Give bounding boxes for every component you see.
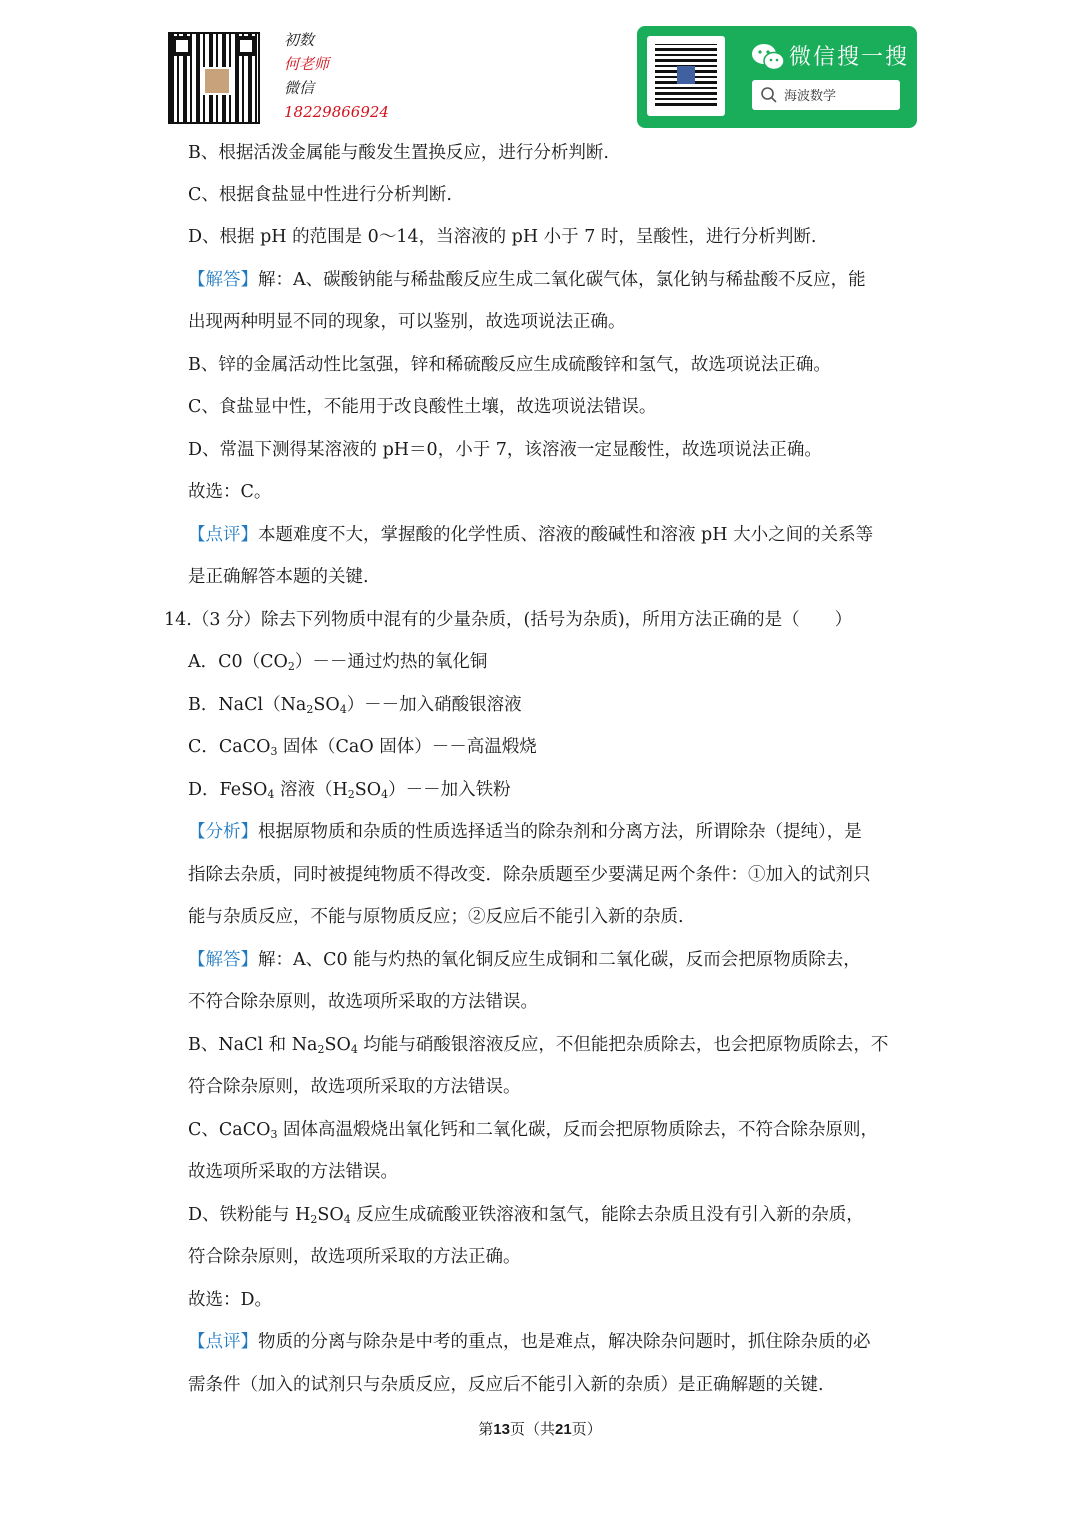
contact-subject: 初数 — [284, 31, 315, 49]
text-line: 不符合除杂原则，故选项所采取的方法错误。 — [188, 992, 538, 1012]
text-line: 出现两种明显不同的现象，可以鉴别，故选项说法正确。 — [188, 312, 626, 332]
wechat-logo-icon — [751, 42, 785, 72]
text-line: B、锌的金属活动性比氢强，锌和稀硫酸反应生成硫酸锌和氢气，故选项说法正确。 — [188, 355, 831, 375]
text-line: C、CaCO$_3$ 固体高温煅烧出氧化钙和二氧化碳，反而会把原物质除去，不符合除杂原则， — [188, 1120, 879, 1141]
wechat-qr-code-icon — [647, 36, 725, 116]
text-line: 故选：C。 — [188, 482, 272, 502]
avatar — [203, 67, 231, 95]
section-tag-comment: 【点评】 — [188, 1332, 258, 1352]
text-line: D、常温下测得某溶液的 pH＝0，小于 7，该溶液一定显酸性，故选项说法正确。 — [188, 440, 822, 460]
text-line: 指除去杂质，同时被提纯物质不得改变．除杂质题至少要满足两个条件：①加入的试剂只 — [188, 865, 871, 885]
option-a: A．$C0(CO_2)--$通过灼热的氧化铜 — [188, 652, 488, 673]
text-line: C、食盐显中性，不能用于改良酸性土壤，故选项说法错误。 — [188, 397, 657, 417]
current-page: 13 — [493, 1421, 510, 1438]
text-line: 需条件（加入的试剂只与杂质反应，反应后不能引入新的杂质）是正确解题的关键. — [188, 1375, 824, 1395]
wechat-search-input[interactable] — [752, 80, 900, 110]
contact-wechat-label: 微信 — [284, 79, 315, 97]
text-line: 故选项所采取的方法错误。 — [188, 1162, 398, 1182]
option-c: C．CaCO$_3$ 固体（CaO 固体）－－高温煅烧 — [188, 737, 537, 758]
question-stem: 14.（3 分）除去下列物质中混有的少量杂质，(括号为杂质)，所用方法正确的是（ ） — [164, 610, 853, 630]
text-line: 【点评】物质的分离与除杂是中考的重点，也是难点，解决除杂问题时，抓住除杂质的必 — [188, 1332, 871, 1352]
contact-info — [284, 28, 389, 124]
wechat-search-banner[interactable] — [637, 26, 917, 128]
text-line: 故选：D。 — [188, 1290, 273, 1310]
option-d: D．FeSO$_4$ 溶液$(H_2SO_4)--$加入铁粉 — [188, 780, 511, 801]
section-tag-analysis: 【分析】 — [188, 822, 258, 842]
section-tag-answer: 【解答】 — [188, 950, 258, 970]
text-line: 符合除杂原则，故选项所采取的方法正确。 — [188, 1247, 521, 1267]
section-tag-answer: 【解答】 — [188, 270, 258, 290]
text-line: 能与杂质反应，不能与原物质反应；②反应后不能引入新的杂质. — [188, 907, 684, 927]
text-line: C、根据食盐显中性进行分析判断. — [188, 185, 452, 205]
text-line: 符合除杂原则，故选项所采取的方法错误。 — [188, 1077, 521, 1097]
text-line: 【解答】解：A、C0 能与灼热的氧化铜反应生成铜和二氧化碳，反而会把原物质除去， — [188, 950, 861, 970]
page-header — [0, 0, 1080, 130]
option-b: B．$NaCl(Na_2SO_4)--$加入硝酸银溶液 — [188, 695, 522, 716]
wechat-search-title: 微信搜一搜 — [789, 45, 910, 70]
search-icon — [760, 86, 778, 104]
text-line: D、铁粉能与 $H_2SO_4$ 反应生成硫酸亚铁溶液和氢气，能除去杂质且没有引入新的杂质， — [188, 1205, 864, 1226]
text-line: D、根据 pH 的范围是 0～14，当溶液的 pH 小于 7 时，呈酸性，进行分析判断. — [188, 227, 817, 247]
page-number-footer: 第13页（共21页） — [478, 1420, 602, 1438]
section-tag-comment: 【点评】 — [188, 525, 258, 545]
contact-phone: 18229866924 — [284, 103, 389, 121]
text-line: 【解答】解：A、碳酸钠能与稀盐酸反应生成二氧化碳气体，氯化钠与稀盐酸不反应，能 — [188, 270, 866, 290]
search-query: 海波数学 — [784, 89, 837, 104]
text-line: B、NaCl 和 $Na_2SO_4$ 均能与硝酸银溶液反应，不但能把杂质除去，也会把原物质除去，不 — [188, 1035, 889, 1056]
total-pages: 21 — [555, 1421, 572, 1438]
text-line: B、根据活泼金属能与酸发生置换反应，进行分析判断. — [188, 143, 609, 163]
qr-code-icon — [168, 32, 260, 124]
text-line: 是正确解答本题的关键. — [188, 567, 369, 587]
contact-teacher: 何老师 — [284, 55, 330, 73]
text-line: 【点评】本题难度不大，掌握酸的化学性质、溶液的酸碱性和溶液 pH 大小之间的关系等 — [188, 525, 874, 545]
text-line: 【分析】根据原物质和杂质的性质选择适当的除杂剂和分离方法，所谓除杂（提纯），是 — [188, 822, 862, 842]
